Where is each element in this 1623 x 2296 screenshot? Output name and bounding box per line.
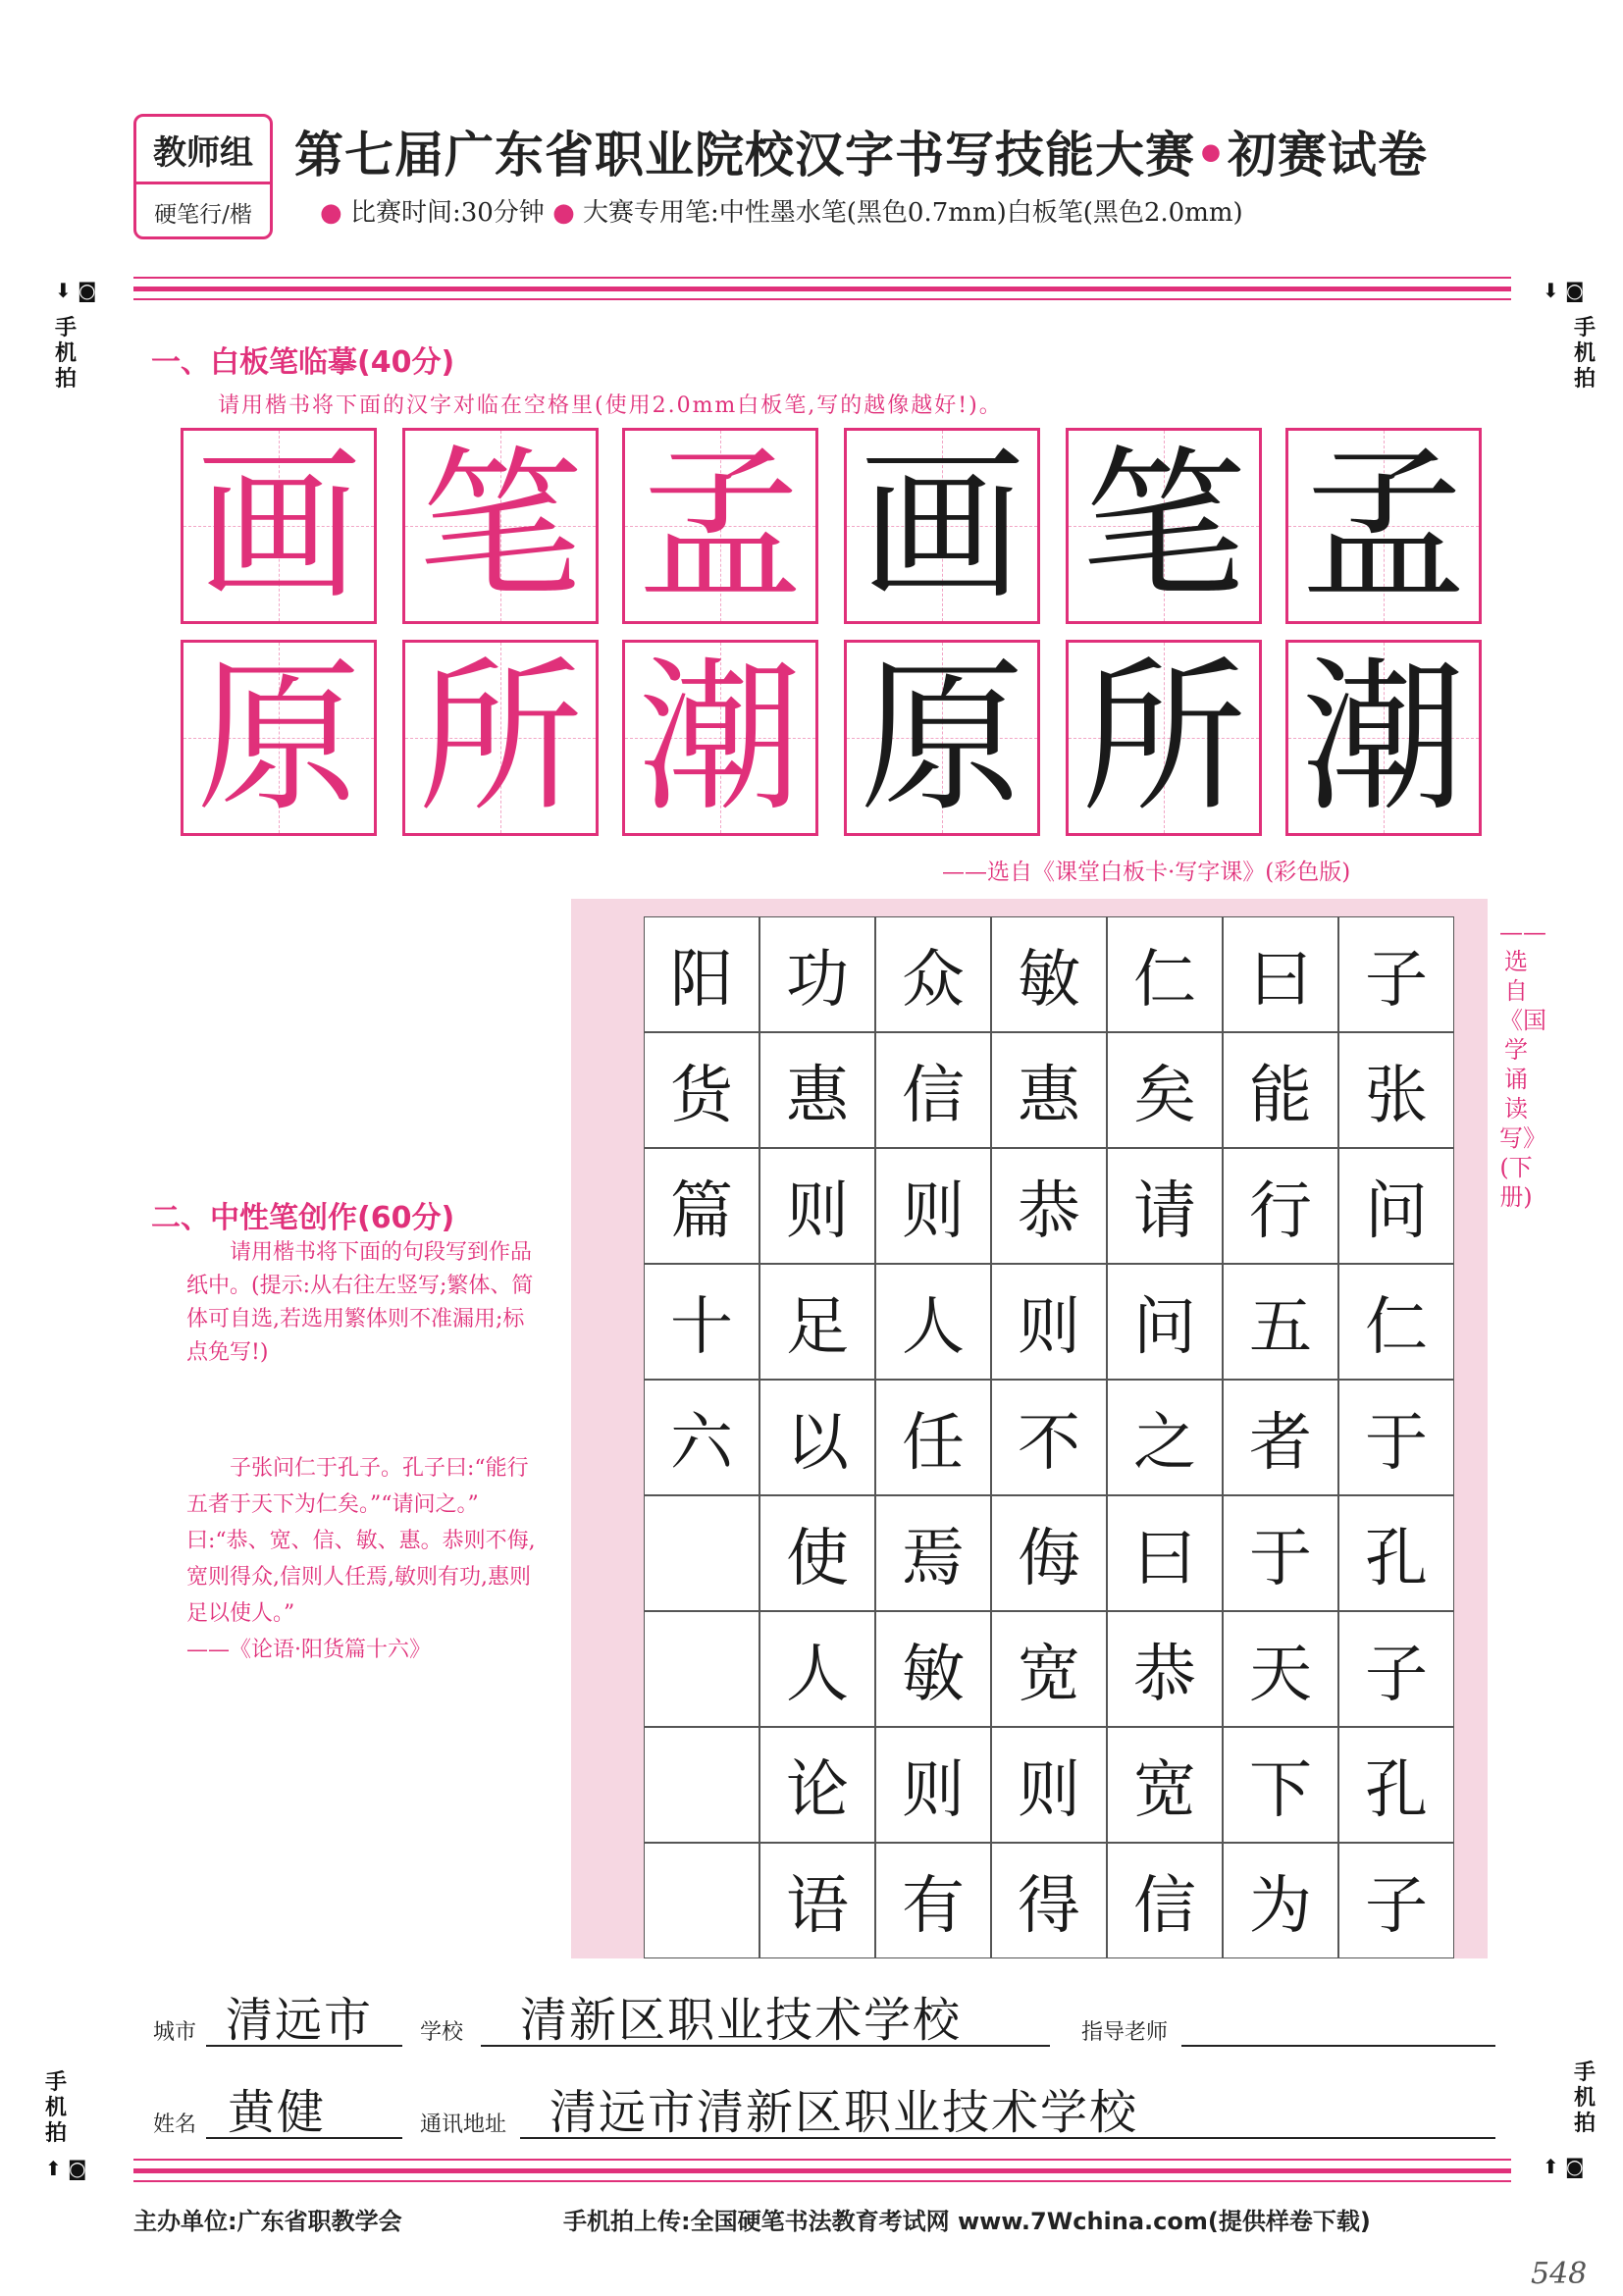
practice-char-cell	[844, 428, 1040, 624]
model-char-cell	[622, 428, 818, 624]
bottom-divider-thin	[133, 2159, 1511, 2161]
practice-char: 笔	[1081, 430, 1246, 622]
grid-cell: 论	[759, 1727, 875, 1843]
grid-cell: 恭	[1107, 1611, 1223, 1727]
grid-cell: 宽	[1107, 1727, 1223, 1843]
organizer-text: 主办单位:广东省职教学会	[133, 2208, 402, 2235]
grid-cell: 仁	[1338, 1264, 1454, 1380]
grid-cell: 则	[991, 1264, 1107, 1380]
address-label: 通讯地址	[420, 2113, 507, 2137]
grid-cell: 信	[1107, 1843, 1223, 1958]
grid-cell: 惠	[759, 1032, 875, 1148]
section2-instruction: 请用楷书将下面的句段写到作品纸中。(提示:从右往左竖写;繁体、简体可自选,若选用繁体则不准漏用;标点免写!)	[186, 1240, 534, 1365]
grid-cell: 为	[1223, 1843, 1338, 1958]
model-char: 孟	[638, 430, 803, 622]
address-field-line	[520, 2137, 1495, 2139]
grid-cell: 语	[759, 1843, 875, 1958]
side-label-bottom-right: 手 机 拍	[1573, 2061, 1596, 2136]
practice-char-cell	[1066, 640, 1262, 836]
passage-source: ——《论语·阳货篇十六》	[186, 1638, 431, 1662]
bottom-divider-thin-2	[133, 2180, 1511, 2182]
grid-cell: 于	[1223, 1495, 1338, 1611]
grid-cell: 子	[1338, 1611, 1454, 1727]
camera-down-icon: ⬇ ◙	[55, 279, 97, 302]
grid-cell: 则	[991, 1727, 1107, 1843]
practice-char: 所	[1081, 642, 1246, 834]
side-label-top-right: 手 机 拍	[1573, 316, 1596, 391]
practice-char-cell	[1285, 640, 1482, 836]
title-end: 初赛试卷	[1227, 127, 1428, 183]
school-value[interactable]: 清新区职业技术学校	[520, 1993, 963, 2048]
grid-cell: 请	[1107, 1148, 1223, 1264]
grid-cell	[644, 1611, 759, 1727]
grid-cell: 五	[1223, 1264, 1338, 1380]
grid-cell: 惠	[991, 1032, 1107, 1148]
section1-instruction: 请用楷书将下面的汉字对临在空格里(使用2.0mm白板笔,写的越像越好!)。	[218, 393, 1003, 418]
grid-cell: 六	[644, 1380, 759, 1495]
grid-cell: 篇	[644, 1148, 759, 1264]
model-char: 画	[196, 430, 361, 622]
name-value[interactable]: 黄健	[228, 2085, 327, 2140]
grid-cell: 敏	[991, 916, 1107, 1032]
grid-cell: 张	[1338, 1032, 1454, 1148]
model-char-cell	[181, 640, 377, 836]
grid-cell	[644, 1843, 759, 1958]
grid-cell: 人	[875, 1264, 991, 1380]
grid-cell: 不	[991, 1380, 1107, 1495]
teacher-field-line	[1181, 2045, 1495, 2047]
grid-cell: 得	[991, 1843, 1107, 1958]
passage-text	[186, 1450, 544, 1668]
school-label: 学校	[420, 2020, 464, 2045]
model-char-cell	[181, 428, 377, 624]
grid-cell: 以	[759, 1380, 875, 1495]
section2-title: 二、中性笔创作(60分)	[151, 1201, 455, 1235]
grid-cell: 恭	[991, 1148, 1107, 1264]
practice-char: 潮	[1301, 642, 1466, 834]
grid-cell: 足	[759, 1264, 875, 1380]
grid-cell: 曰	[1223, 916, 1338, 1032]
grid-cell: 曰	[1107, 1495, 1223, 1611]
exam-time: 比赛时间:30分钟	[349, 198, 545, 228]
grid-cell: 孔	[1338, 1727, 1454, 1843]
grid-cell: 矣	[1107, 1032, 1223, 1148]
grid-cell: 于	[1338, 1380, 1454, 1495]
grid-cell: 之	[1107, 1380, 1223, 1495]
top-divider-thick	[133, 287, 1511, 291]
model-char-cell	[622, 640, 818, 836]
exam-pens: 大赛专用笔:中性墨水笔(黑色0.7mm)白板笔(黑色2.0mm)	[583, 198, 1243, 228]
grid-cell: 十	[644, 1264, 759, 1380]
grid-cell: 使	[759, 1495, 875, 1611]
practice-char-cell	[1066, 428, 1262, 624]
bottom-divider-thick	[133, 2168, 1511, 2173]
grid-cell: 则	[875, 1148, 991, 1264]
grid-cell: 人	[759, 1611, 875, 1727]
practice-char-cell	[844, 640, 1040, 836]
grid-cell: 焉	[875, 1495, 991, 1611]
grid-cell: 子	[1338, 1843, 1454, 1958]
address-value[interactable]: 清远市清新区职业技术学校	[550, 2085, 1139, 2140]
name-label: 姓名	[153, 2113, 197, 2137]
model-char-cell	[402, 640, 599, 836]
title-dot: •	[1195, 127, 1228, 183]
teacher-label: 指导老师	[1081, 2020, 1169, 2045]
grid-cell: 能	[1223, 1032, 1338, 1148]
grid-cell: 行	[1223, 1148, 1338, 1264]
grid-cell: 者	[1223, 1380, 1338, 1495]
camera-down-icon: ⬇ ◙	[1543, 279, 1585, 302]
bullet-icon: ●	[320, 198, 342, 228]
grid-cell: 宽	[991, 1611, 1107, 1727]
grid-cell: 下	[1223, 1727, 1338, 1843]
camera-up-icon: ⬆ ◙	[1543, 2155, 1585, 2178]
grid-cell: 天	[1223, 1611, 1338, 1727]
grid-cell: 敏	[875, 1611, 991, 1727]
grid-cell: 有	[875, 1843, 991, 1958]
model-char: 所	[418, 642, 583, 834]
practice-char: 原	[860, 642, 1024, 834]
side-label-top-left: 手 机 拍	[54, 316, 77, 391]
title-main: 第七届广东省职业院校汉字书写技能大赛	[294, 127, 1195, 183]
practice-char: 画	[860, 430, 1024, 622]
model-char: 笔	[418, 430, 583, 622]
model-char-cell	[402, 428, 599, 624]
section1-title: 一、白板笔临摹(40分)	[151, 345, 455, 380]
grid-cell: 任	[875, 1380, 991, 1495]
grid-cell	[644, 1495, 759, 1611]
section1-source: ——选自《课堂白板卡·写字课》(彩色版)	[942, 860, 1351, 885]
grid-cell: 货	[644, 1032, 759, 1148]
top-divider-thin	[133, 277, 1511, 279]
grid-cell: 仁	[1107, 916, 1223, 1032]
grid-cell: 阳	[644, 916, 759, 1032]
page-number: 548	[1531, 2257, 1588, 2291]
page-title	[294, 116, 1428, 186]
grid-cell: 子	[1338, 916, 1454, 1032]
upload-text: 手机拍上传:全国硬笔书法教育考试网 www.7Wchina.com(提供样卷下载)	[563, 2208, 1371, 2235]
badge-group-label: 教师组	[136, 117, 270, 184]
grid-cell: 则	[759, 1148, 875, 1264]
model-char: 原	[196, 642, 361, 834]
passage-body: 子张问仁于孔子。孔子曰:“能行五者于天下为仁矣。”“请问之。” 曰:“恭、宽、信、敏、惠。恭则不侮,宽则得众,信则人任焉,敏则有功,惠则足以使人。”	[186, 1456, 536, 1626]
grid-cell	[644, 1727, 759, 1843]
grid-cell: 问	[1107, 1264, 1223, 1380]
practice-char-cell	[1285, 428, 1482, 624]
section2-vertical-source: ——选自《国学诵读写》(下册)	[1499, 918, 1546, 1211]
grid-cell: 问	[1338, 1148, 1454, 1264]
grid-cell: 则	[875, 1727, 991, 1843]
city-label: 城市	[153, 2020, 197, 2045]
exam-info	[320, 192, 1243, 229]
camera-up-icon: ⬆ ◙	[45, 2157, 87, 2180]
grid-cell: 侮	[991, 1495, 1107, 1611]
school-field-line	[481, 2045, 1050, 2047]
grid-cell: 功	[759, 916, 875, 1032]
name-field-line	[206, 2137, 402, 2139]
grid-cell: 众	[875, 916, 991, 1032]
grid-cell: 孔	[1338, 1495, 1454, 1611]
side-label-bottom-left: 手 机 拍	[44, 2070, 67, 2146]
grid-cell: 信	[875, 1032, 991, 1148]
top-divider-thin-2	[133, 298, 1511, 300]
practice-char: 孟	[1301, 430, 1466, 622]
badge-category-label: 硬笔行/楷	[154, 201, 252, 228]
bullet-icon: ●	[552, 198, 575, 228]
city-value[interactable]: 清远市	[226, 1993, 374, 2048]
model-char: 潮	[638, 642, 803, 834]
group-badge	[133, 114, 273, 239]
city-field-line	[206, 2045, 402, 2047]
